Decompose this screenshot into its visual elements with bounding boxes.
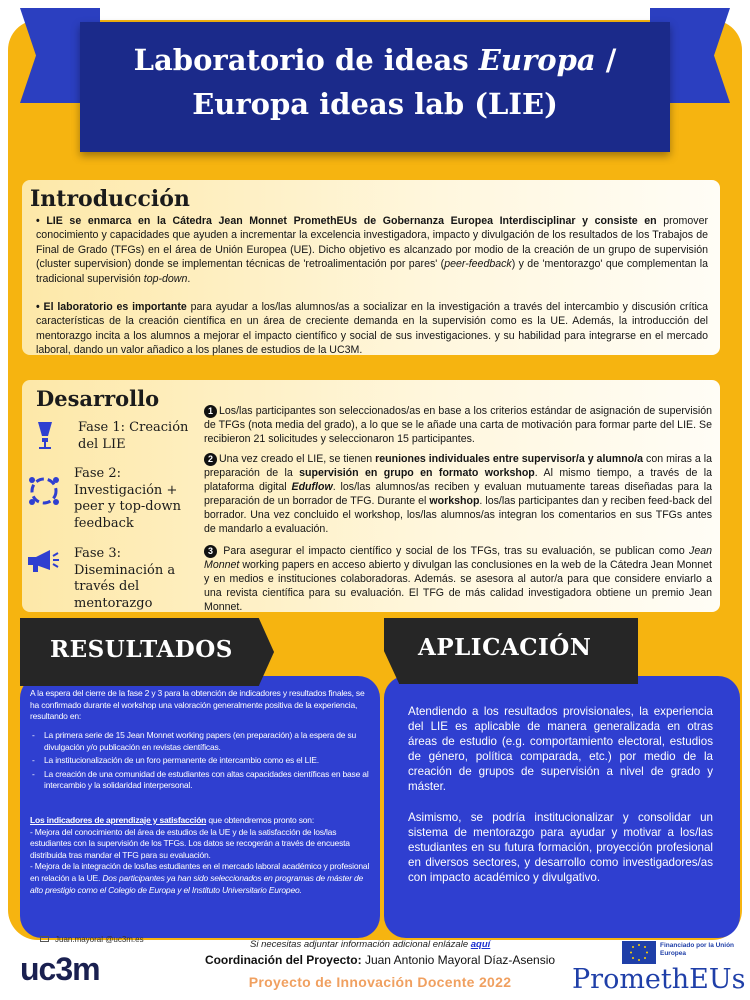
phase-2-label: Fase 2: Investigación + peer y top-down feedback: [74, 466, 181, 531]
coordination-label: Coordinación del Proyecto:: [204, 953, 362, 967]
results-heading: RESULTADOS: [50, 636, 233, 663]
eu-funding-text: Financiado por la Unión Europea: [660, 942, 735, 957]
intro-heading: Introducción: [30, 186, 190, 212]
results-list-item: - La primera serie de 15 Jean Monnet working papers (en preparación) a la espera de su divulgación y/o publicación en revistas científicas.: [30, 730, 370, 753]
coordination-name: Juan Antonio Mayoral Díaz-Asensio: [361, 953, 556, 967]
step-2-text-d: . los/las alumnos/as reciben y evaluan mutuamente tareas diseñadas para la preparación de un borrador de TFG. Durante el: [204, 481, 712, 507]
intro-p1-italic2: top-down: [143, 272, 188, 285]
footer-coordination: [160, 953, 600, 967]
intro-paragraph-2: [36, 300, 708, 358]
footer-project-title: Proyecto de Innovación Docente 2022: [248, 974, 512, 990]
indicator-1: - Mejora del conocimiento del área de estudios de la UE y de la satisfacción de los/las estudiantes con la supervisión de los TFGs. Los datos se recogerán a través de encuesta distribuida tras mandar el TFG para su evaluación.: [30, 826, 350, 860]
intro-p1-end: .: [187, 272, 191, 285]
megaphone-icon: [26, 548, 60, 574]
poster-title: [80, 38, 670, 126]
results-intro: A la espera del cierre de la fase 2 y 3 para la obtención de indicadores y resultados finales, se ha confirmado durante el workshop una valoración generalmente positiva de la experiencia, resultando en:: [30, 688, 365, 722]
development-step-2: [204, 452, 712, 536]
title-line1-b: /: [595, 43, 617, 77]
step-2-text-e: . los/las participantes dan y reciben feed-back del borrador. Una vez concluido el workshop, los/las alumnos/as integran los comentarios en sus TFGs antes de mandarlo a evaluación.: [204, 495, 712, 535]
intro-paragraph-1: [36, 214, 708, 286]
results-list: [30, 730, 370, 794]
indicators-heading-rest: que obtendremos pronto son:: [206, 815, 314, 825]
step-3-text-a: Para asegurar el impacto científico y social de los TFGs, tras su evaluación, se publican como: [219, 545, 690, 557]
application-paragraph-1: Atendiendo a los resultados provisionales, la experiencia del LIE es aplicable de manera generalizada en otras áreas de estudio (e.g. comportamiento electoral, estudios de género, política comparada, etc.) por medio de la creación de grupos de supervisión a nivel de grado y máster.: [408, 705, 713, 793]
intro-p1-rest: promover conocimiento y capacidades que ayuden a incrementar la excelencia investigadora, impacto y divulgación de los resultados de los Trabajos de Final de Grado (TFGs) en el área de Unión Europea (UE). Dicho objetivo es alcanzado por modio de la creación de un grupo de supervisión (cluster supervision) donde se implementan técnicas de 'retroalimentación por pares' (: [36, 215, 708, 271]
step-number-3: 3: [204, 545, 217, 558]
uc3m-logo: uc3m: [20, 951, 100, 987]
step-1-text: Los/las participantes son seleccionados/as en base a los criterios estándar de asignación de supervisión de TFGs (nota media del grado), a lo que se le añade una carta de motivación para formar parte del LIE. Se recibieron 21 solicitudes y seleccionaron 15 participantes.: [204, 405, 712, 445]
step-3-text-b: working papers en acceso abierto y divulgan las conclusiones en la web de la Cátedra Jean Monnet y en medios e instituciones colaboradoras. Además. se asesora al autor/a para que considere enviarlo a una revista científica para su evaluación. El TFG de más calidad investigadora obtiene un premio Jean Monnet.: [204, 559, 712, 613]
application-heading: APLICACIÓN: [418, 634, 592, 661]
eu-flag-icon: [622, 941, 656, 964]
indicator-2: - Mejora de la integración de los/las estudiantes en el mercado laboral académico y profesional en relación a la UE.: [30, 861, 370, 883]
footer-note-link[interactable]: aquí: [470, 939, 491, 950]
step-2-text-c: . Al mismo tiempo, a través de la plataforma digital: [204, 467, 712, 493]
step-2-bold-3: Eduflow: [291, 481, 333, 493]
intro-p1-rest2: ) y de 'mentorazgo' que complementan la tradicional supervisión: [36, 258, 708, 285]
phase-3-label: Fase 3: Diseminación a través del mentorazgo: [74, 546, 176, 611]
step-2-bold-4: workshop: [429, 495, 480, 507]
step-2-bold-1: reuniones individuales entre supervisor/a y alumno/a: [375, 453, 644, 465]
intro-p1-bold: • LIE se enmarca en la Cátedra Jean Monnet PromethEUs de Gobernanza Europea Interdisciplinar y consiste en: [36, 215, 657, 227]
footer-contact[interactable]: [40, 935, 144, 944]
development-step-1: [204, 404, 712, 446]
indicator-2-italic: Dos participantes ya han sido seleccionados en programas de máster de alto prestigio como el Colegio de Europa y el Instituto Universitario Europeo.: [30, 872, 364, 895]
eu-funding-badge: [622, 941, 740, 965]
results-indicators: [30, 815, 370, 896]
step-2-bold-2: supervisión en grupo en formato workshop: [299, 467, 535, 479]
title-line1-italic: Europa: [478, 43, 596, 77]
prometheus-logo: PromethEUs: [572, 964, 746, 995]
lamp-icon: [34, 420, 56, 450]
results-list-item: - La creación de una comunidad de estudiantes con altas capacidades científicas en base al intercambio y la solidaridad interpersonal.: [30, 769, 370, 792]
step-2-text-b: con miras a la preparación de la: [204, 453, 713, 479]
step-2-text-a: Una vez creado el LIE, se tienen: [219, 453, 376, 465]
intro-p2-bold: • El laboratorio es importante: [36, 301, 187, 313]
footer-note: [250, 939, 490, 950]
development-step-3: [204, 544, 712, 614]
step-number-1: 1: [204, 405, 217, 418]
phase-1-label: Fase 1: Creación del LIE: [78, 420, 189, 452]
application-paragraph-2: Asimismo, se podría institucionalizar y consolidar un sistema de mentorazgo para ayudar y motivar a los/las estudiantes en su futura formación, proyección profesional en diversos sectores, y desarrollo como investigadores/as con impacto académico y divulgativo.: [408, 811, 713, 884]
feedback-cycle-icon: [26, 474, 62, 508]
step-3-italic: Jean Monnet: [204, 545, 712, 571]
development-heading: Desarrollo: [36, 386, 160, 411]
title-line1-a: Laboratorio de ideas: [133, 43, 479, 77]
intro-p1-italic1: peer-feedback: [444, 258, 512, 271]
footer-note-text: Si necesitas adjuntar información adicional enlázale: [250, 939, 471, 950]
title-line2: Europa ideas lab (LIE): [192, 87, 558, 121]
mail-icon: [40, 936, 49, 942]
results-list-item: - La institucionalización de un foro permanente de intercambio como es el LIE.: [30, 755, 370, 767]
contact-email[interactable]: Juan.mayoral @uc3m.es: [55, 935, 144, 944]
step-number-2: 2: [204, 453, 217, 466]
intro-p2-rest: para ayudar a los/las alumnos/as a socializar en la investigación a través del intercambio y discusión crítica características de la creación científica en un área de creciente demanda en la supervisión como es la UE. Además, la introducción del mentorazgo incita a los alumnos a mejorar el impacto científico y social de sus investigaciones. y su habilidad para integrarse en el mercado laboral, dando un valor añadico a los planes de estudios de la UC3M.: [36, 301, 708, 357]
indicators-heading: Los indicadores de aprendizaje y satisfacción: [30, 815, 207, 825]
